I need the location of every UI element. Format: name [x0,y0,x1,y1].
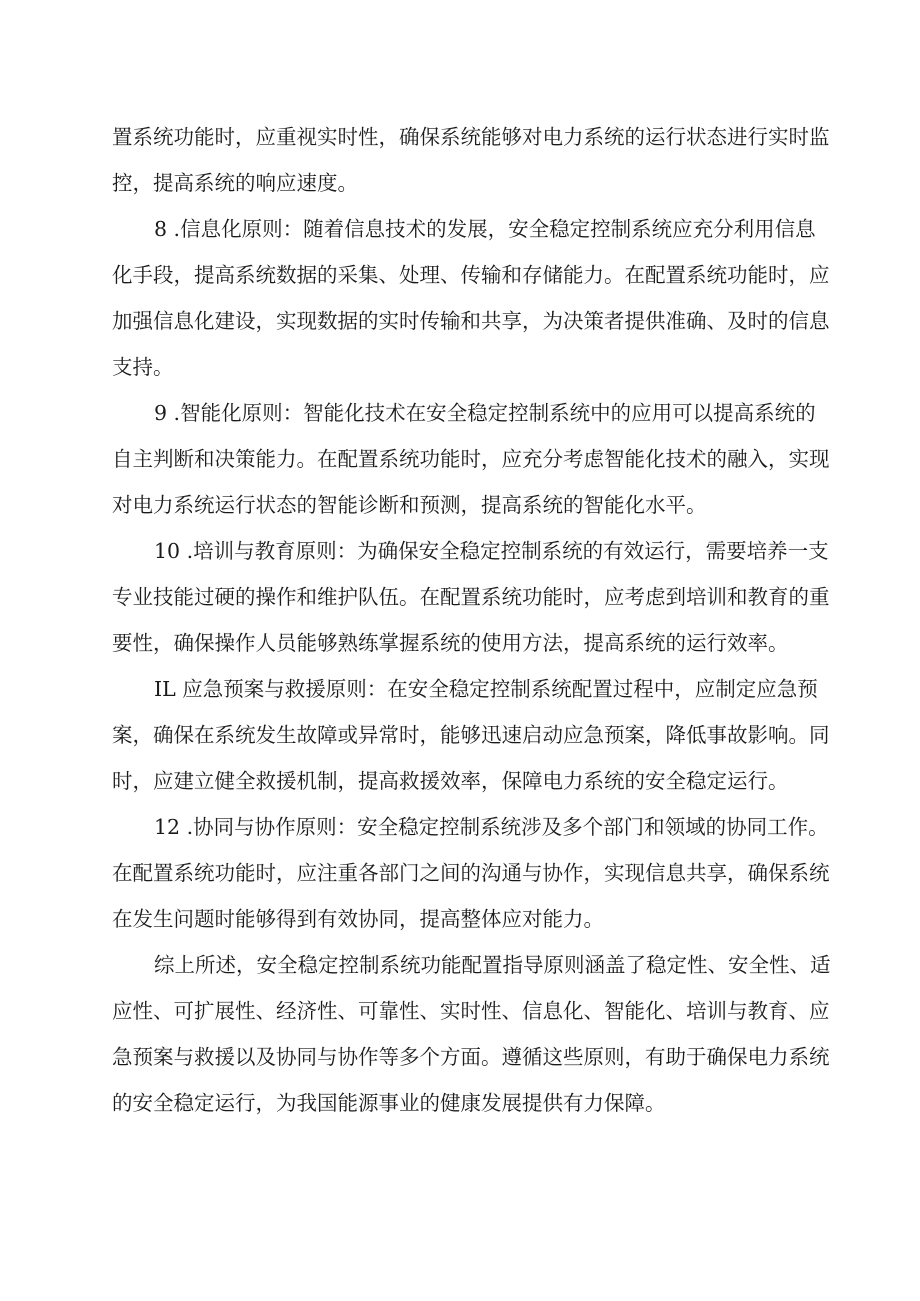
text-line: 9 .智能化原则：智能化技术在安全稳定控制系统中的应用可以提高系统的 [154,401,816,425]
text-line: IL 应急预案与救援原则：在安全稳定控制系统配置过程中，应制定应急预 [154,677,818,701]
text-line: 时，应建立健全救援机制，提高救援效率，保障电力系统的安全稳定运行。 [112,769,789,793]
text-line: 加强信息化建设，实现数据的实时传输和共享，为决策者提供准确、及时的信息 [112,309,830,333]
text-line: 的安全稳定运行，为我国能源事业的健康发展提供有力保障。 [112,1091,666,1115]
text-line: 8 .信息化原则：随着信息技术的发展，安全稳定控制系统应充分利用信息 [154,217,816,241]
text-line: 支持。 [112,355,174,379]
text-line: 自主判断和决策能力。在配置系统功能时，应充分考虑智能化技术的融入，实现 [112,447,830,471]
text-line: 对电力系统运行状态的智能诊断和预测，提高系统的智能化水平。 [112,493,707,517]
text-line: 12 .协同与协作原则：安全稳定控制系统涉及多个部门和领域的协同工作。 [154,815,829,839]
text-line: 专业技能过硬的操作和维护队伍。在配置系统功能时，应考虑到培训和教育的重 [112,585,830,609]
text-line: 急预案与救援以及协同与协作等多个方面。遵循这些原则，有助于确保电力系统 [112,1045,830,1069]
text-line: 在发生问题时能够得到有效协同，提高整体应对能力。 [112,907,604,931]
text-line: 综上所述，安全稳定控制系统功能配置指导原则涵盖了稳定性、安全性、适 [154,953,831,977]
text-line: 在配置系统功能时，应注重各部门之间的沟通与协作，实现信息共享，确保系统 [112,861,830,885]
text-line: 应性、可扩展性、经济性、可靠性、实时性、信息化、智能化、培训与教育、应 [112,999,830,1023]
text-line: 化手段，提高系统数据的采集、处理、传输和存储能力。在配置系统功能时，应 [112,263,830,287]
text-line: 10 .培训与教育原则：为确保安全稳定控制系统的有效运行，需要培养一支 [154,539,829,563]
text-line: 置系统功能时，应重视实时性，确保系统能够对电力系统的运行状态进行实时监 [112,125,830,149]
text-line: 案，确保在系统发生故障或异常时，能够迅速启动应急预案，降低事故影响。同 [112,723,830,747]
text-line: 要性，确保操作人员能够熟练掌握系统的使用方法，提高系统的运行效率。 [112,631,789,655]
text-line: 控，提高系统的响应速度。 [112,171,358,195]
